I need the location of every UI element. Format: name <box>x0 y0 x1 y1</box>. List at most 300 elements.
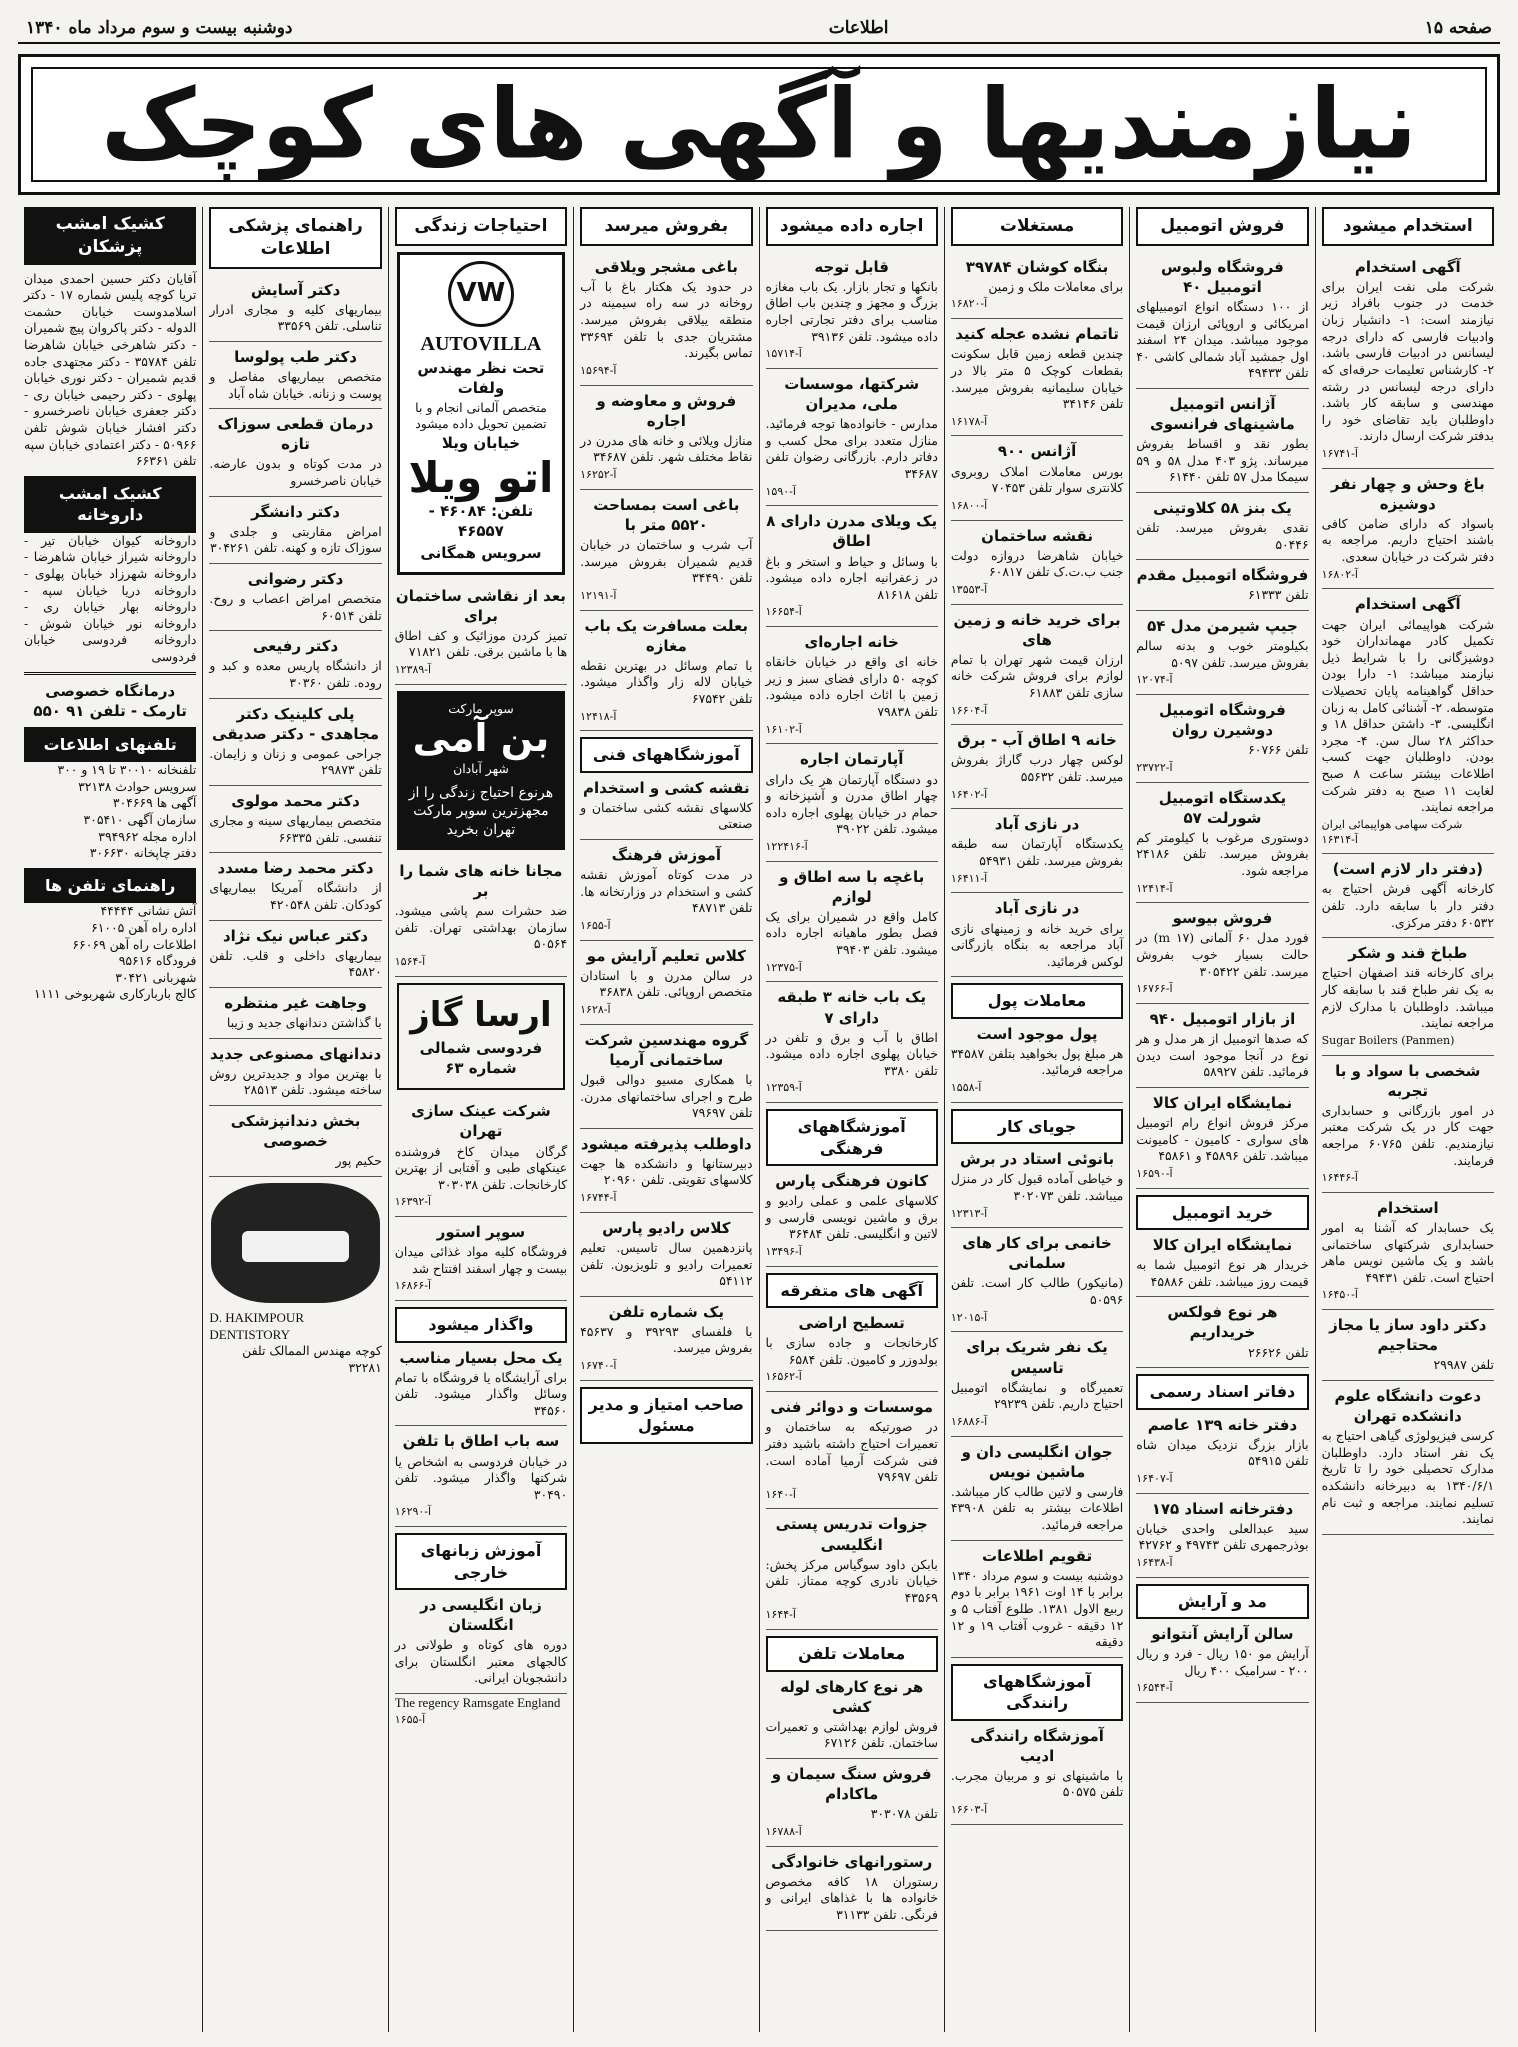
section-heading: واگذار میشود <box>395 1307 567 1342</box>
ad-title: هر نوع فولکس خریداریم <box>1167 1303 1278 1342</box>
classified-ad <box>1136 1230 1308 1297</box>
ad-body: تلفن ۶۱۳۳۳ <box>1248 587 1309 603</box>
ad-title: وجاهت غیر منتظره <box>224 993 367 1012</box>
ad-body: در سالن مدرن و با استادان متخصص اروپائی. تلفن ۳۶۸۳۸ <box>580 967 753 1000</box>
column-heading: مستغلات <box>951 207 1123 246</box>
classified-ad <box>1322 1056 1494 1193</box>
classified-ad <box>1322 589 1494 854</box>
ad-title: درمان قطعی سوزاک تازه <box>217 415 374 454</box>
ad-body: از دانشگاه آمریکا بیماریهای کودکان. تلفن ۴۲۰۵۴۸ <box>209 880 382 912</box>
classified-ad <box>766 1308 938 1392</box>
classified-ad <box>951 1541 1123 1658</box>
ad-body: آب شرب و ساختمان در خیابان قدیم شمیران بفروش میرسد. تلفن ۳۴۴۹۰ <box>580 536 753 586</box>
ad-title: بخش دندانپزشکی خصوصی <box>230 1111 361 1150</box>
classified-ad <box>951 252 1123 319</box>
classified-ad <box>209 564 381 631</box>
ad-body: چندین قطعه زمین قابل سکونت بقطعات کوچک ۵ متر بالا در خیابان سلیمانیه بفروش میرسد. تلفن ۳۴۱۴۶ <box>950 346 1124 412</box>
ad-body: متخصص بیماریهای سینه و مجاری تنفسی. تلفن ۶۶۳۳۵ <box>209 813 382 845</box>
ad-body: ضد حشرات سم پاشی میشود. سازمان بهداشتی تهران. تلفن ۵۰۵۶۴ <box>394 903 568 952</box>
pharmacy-heading: کشیک امشب داروخانه <box>24 476 196 533</box>
ad-title: سه باب اطاق با تلفن <box>402 1432 560 1451</box>
ad-body: خیابان شاهرضا دروازه دولت جنب ب.ت.ک تلفن ۶۰۸۱۷ <box>950 547 1124 580</box>
ad-code: آ-۱۳۵۵۳ <box>950 582 988 596</box>
ad-title: گروه مهندسین شرکت ساختمانی آرمیا <box>584 1030 749 1069</box>
phone-line: اداره مجله ۳۹۴۹۶۲ <box>98 828 197 844</box>
ad-code: آ-۱۶۲۸ <box>580 1003 611 1016</box>
classified-ad <box>766 1509 938 1630</box>
column-heading: بفروش میرسد <box>580 207 752 246</box>
ad-body: خانه ای واقع در خیابان خانقاه کوچه ۵۰ دارای فضای سبز و زیر زمین با اثاث اجاره داده میشود. تلفن ۷۹۸۳۸ <box>765 654 938 720</box>
ad-title: دکتر رفیعی <box>252 637 339 656</box>
clinic-line: درمانگاه خصوصی تارمک - تلفن ۹۱ ۵۵۰ <box>33 681 187 720</box>
ad-body: با فلفسای ۳۹۲۹۳ و ۴۵۶۳۷ بفروش میرسد. <box>580 1323 753 1356</box>
ad-code: آ-۱۶۷۴۰ <box>580 1359 617 1373</box>
classified-ad <box>580 941 752 1025</box>
ad-list <box>1322 252 1494 1535</box>
ad-code: شرکت سهامی هواپیمائی ایران آ-۱۶۳۱۴ <box>1321 817 1463 846</box>
ad-title: باغی است بمساحت ۵۵۲۰ متر با <box>593 495 740 534</box>
ad-title: طباخ قند و شکر <box>1348 944 1468 963</box>
banner-title: نیازمندیها و آگهی های کوچک <box>101 68 1417 181</box>
ad-title: در نازی آباد <box>994 899 1080 918</box>
classified-ad <box>580 386 752 490</box>
ad-title: پلی کلینیک دکتر مجاهدی - دکتر صدیقی <box>212 704 380 743</box>
ad-code: آ-۱۲۲۴۱۶ <box>765 839 808 853</box>
ad-title: خانه اجاره‌ای <box>804 633 899 652</box>
ad-title: (دفتر دار لازم است) <box>1332 860 1484 879</box>
classified-ad <box>1136 493 1308 560</box>
classified-ad <box>209 409 381 496</box>
ad-body: دبیرستانها و دانشکده ها جهت کلاسهای تقویتی. تلفن ۲۰۹۶۰ <box>580 1155 753 1188</box>
ad-code: آ-۱۶۷۴۴ <box>580 1191 617 1205</box>
ad-code: آ-۱۶۴۰۲ <box>950 787 988 801</box>
directory-heading: راهنمای تلفن ها <box>24 868 196 903</box>
classified-ad <box>951 605 1123 726</box>
classified-ad <box>209 1106 381 1177</box>
ad-body: از ۱۰۰ دستگاه انواع اتومبیلهای امریکائی و اروپائی ارزان قیمت موجود میباشد. میدان ۲۴ اسفند اول جمشید آباد شمالی کاشی ۴۰ تلفن ۴۹۴۳۳ <box>1136 298 1309 381</box>
ad-body: پانزدهمین سال تاسیس. تعلیم تعمیرات رادیو و تلویزیون. تلفن ۵۴۱۱۲ <box>580 1239 753 1289</box>
ad-body: نقدی بفروش میرسد. تلفن ۵۰۴۴۶ <box>1136 520 1309 552</box>
ad-body: بطور نقد و اقساط بفروش میرساند. پژو ۴۰۳ مدل ۵۸ و ۵۹ سیمکا مدل ۵۷ تلفن ۶۱۴۴۰ <box>1136 436 1309 485</box>
ad-title: فروشگاه اتومبیل مقدم <box>1136 566 1309 585</box>
ad-title: فروشگاه اتومبیل دوشیرن روان <box>1159 701 1286 740</box>
autovilla-service: سرویس همگانی <box>420 544 542 563</box>
ad-title: دکتر دانشگر <box>251 502 340 521</box>
ad-code: آ-۱۶۶۵۴ <box>765 605 802 619</box>
ad-code: آ-۱۶۶۰۳ <box>950 1803 988 1817</box>
classified-ad <box>1136 1088 1308 1189</box>
column-heading: کشیک امشب پزشکان <box>24 207 196 265</box>
ad-title: داوطلب پذیرفته میشود <box>580 1134 752 1153</box>
ad-title: هر نوع کارهای لوله کشی <box>780 1677 924 1716</box>
ad-code: آ-۱۵۷۱۴ <box>765 347 802 361</box>
ad-body: مدارس - خانواده‌ها توجه فرمائید. منازل متعدد برای محل کسب و دفاتر دارم. بازرگانی رضوان تلفن ۳۴۶۸۷ <box>765 416 938 482</box>
ad-body: هر مبلغ پول بخواهید بتلفن ۳۴۵۸۷ مراجعه فرمائید. <box>950 1045 1124 1078</box>
ad-title: کلاس تعلیم آرایش مو <box>586 946 746 965</box>
column-heading: فروش اتومبیل <box>1136 207 1308 246</box>
ad-title: در نازی آباد <box>994 815 1080 834</box>
ad-body: کلاسهای علمی و عملی رادیو و برق و ماشین نویسی فارسی و لاتین و انگلیسی. تلفن ۳۶۴۸۴ <box>765 1193 938 1242</box>
classified-ad <box>209 853 381 920</box>
ad-body: کامل واقع در شمیران برای یک فصل بطور ماهیانه اجاره داده میشود. تلفن ۳۹۴۰۳ <box>765 908 938 958</box>
supermarket-top: سوپر مارکت <box>448 700 514 716</box>
phone-line: سرویس حوادث ۳۲۱۳۸ <box>78 778 197 794</box>
ad-title: نقشه کشی و استخدام <box>583 778 750 797</box>
ad-code: آ-۱۳۴۹۶ <box>765 1244 802 1258</box>
ad-body: خریدار هر نوع اتومبیل شما به قیمت روز میباشد. تلفن ۴۵۸۸۶ <box>1136 1257 1309 1289</box>
classified-ad <box>580 1297 752 1381</box>
ad-title: سوپر استور <box>436 1223 526 1242</box>
duty-doctors-text: آقایان دکتر حسین احمدی میدان تریا کوچه پلیس شماره ۱۷ - دکتر اسلامدوست خیابان حشمت الدوله - دکتر پاکروان پیچ شمیران - دکتر شاهرخی خیابان شاهرضا تلفن ۳۵۷۸۴ - دکتر مجتهدی جاده قدیم شمیران - دکتر نوری خیابان پهلوی - دکتر رحیمی خیابان ری - دکتر جعفری خیابان ناصرخسرو - دکتر افشار خیابان شوش تلفن ۵۰۹۶۶ - دکتر اعتمادی خیابان سپه تلفن ۶۶۳۶۱ <box>24 270 197 469</box>
ad-body: دوره های کوتاه و طولانی در کالجهای معتبر انگلستان برای دانشجویان ایرانی. <box>394 1637 568 1686</box>
ad-code: آ-۱۶۵۵ <box>394 1713 426 1727</box>
classified-ad <box>766 744 938 861</box>
ad-code: آ-۱۲۳۸۹ <box>394 662 432 676</box>
column-real-estate <box>944 207 1129 2032</box>
ad-code: آ-۱۶۲۵۲ <box>580 468 617 482</box>
ad-code: آ-۱۶۱۷۸ <box>950 414 988 428</box>
ad-body: تلفن ۳۰۳۰۷۸ <box>870 1806 938 1822</box>
phone-line: اطلاعات راه آهن ۶۶۰۶۹ <box>72 936 197 952</box>
ad-title: دکتر عباس نیک نژاد <box>222 926 369 945</box>
ad-code: آ-۱۶۸۶۶ <box>394 1279 432 1293</box>
ad-list <box>395 581 567 685</box>
ad-body: در مدت کوتاه و بدون عارضه. خیابان ناصرخسرو <box>209 456 382 488</box>
ad-list <box>766 252 938 1931</box>
classified-ad <box>1136 783 1308 904</box>
ad-title: یک باب خانه ۳ طبقه دارای ۷ <box>777 988 927 1027</box>
ad-code: آ-۱۶۵۴۴ <box>1136 1681 1173 1695</box>
phone-line: کالج باربارکاری شهربوخی ۱۱۱۱ <box>33 986 197 1002</box>
ad-list <box>395 1096 567 1694</box>
ad-body: در صورتیکه به ساختمان و تعمیرات احتیاج داشته باشید دفتر فنی شرکت آرمیا آماده است. تلفن ۷۹۶۹۷ <box>765 1419 938 1485</box>
ad-body: کلاسهای نقشه کشی ساختمان و صنعتی <box>580 799 753 832</box>
ad-title: موسسات و دوائر فنی <box>770 1398 934 1417</box>
section-heading: آموزشگاههای فرهنگی <box>766 1109 938 1166</box>
autovilla-phone: تلفن: ۴۶۰۸۴ - ۴۶۵۵۷ <box>428 502 534 541</box>
section-heading: صاحب امتیاز و مدیر مسئول <box>580 1387 752 1444</box>
classified-ad <box>1136 1004 1308 1088</box>
ad-code: آ-۱۶۴۰۷ <box>1136 1471 1173 1485</box>
classified-ad <box>951 319 1123 436</box>
classified-ad <box>951 893 1123 977</box>
masthead-line <box>18 14 1500 44</box>
dentist-english-name: D. HAKIMPOUR DENTISTORY <box>209 1309 304 1343</box>
classified-ad <box>951 1437 1123 1541</box>
ad-title: دفتر خانه ۱۳۹ عاصم <box>1147 1415 1298 1434</box>
ad-body: متخصص بیماریهای مفاصل و پوست و زنانه. خیابان شاه آباد <box>209 368 382 401</box>
ad-title: آگهی استخدام <box>1354 257 1461 276</box>
ad-body: که صدها اتومبیل از هر مدل و هر نوع در آنجا موجود است دیدن فرمائید. تلفن ۵۸۹۲۷ <box>1136 1031 1309 1080</box>
ad-list <box>209 275 381 1177</box>
ad-body: باسواد که دارای ضامن کافی باشند احتیاج داریم. مراجعه به دفتر شرکت در خیابان سعدی. <box>1321 515 1494 565</box>
ad-body: بیماریهای داخلی و قلب. تلفن ۴۵۸۲۰ <box>209 947 382 980</box>
ad-title: شرکتها، موسسات ملی، مدیران <box>784 375 920 414</box>
divider <box>24 672 196 675</box>
classified-ad <box>1322 1381 1494 1535</box>
ad-code: آ-۱۶۴۴ <box>765 1608 796 1622</box>
section-heading: معاملات تلفن <box>766 1636 938 1671</box>
ad-body: در مدت کوتاه آموزش نقشه کشی و استخدام در وزارتخانه ها. تلفن ۴۸۷۱۳ <box>580 867 753 916</box>
ad-body: برای معاملات ملک و زمین <box>988 278 1124 294</box>
column-employment <box>1315 207 1500 2032</box>
section-heading: جویای کار <box>951 1109 1123 1144</box>
ad-title: آموزشگاه رانندگی ادیب <box>970 1726 1104 1765</box>
classified-ad <box>209 342 381 409</box>
ad-body: فروشگاه کلیه مواد غذائی میدان بیست و چهار اسفند افتتاح شد <box>394 1244 568 1276</box>
section-heading: آموزش زبانهای خارجی <box>395 1533 567 1590</box>
ad-title: رستورانهای خانوادگی <box>771 1852 933 1871</box>
classified-ad <box>209 1039 381 1106</box>
classified-ad <box>395 1343 567 1427</box>
classified-ad <box>209 275 381 342</box>
ad-body: لوکس چهار درب گاراژ بفروش میرسد. تلفن ۵۵۶۳۲ <box>950 752 1124 785</box>
ad-body: بیماریهای کلیه و مجاری ادرار تناسلی. تلفن ۳۳۵۶۹ <box>209 301 382 334</box>
ad-title: دکتر آسایش <box>250 280 341 299</box>
ad-code: آ-۱۶۸۲۰ <box>950 297 988 311</box>
ad-body: کرسی فیزیولوژی گیاهی احتیاج به یک نفر استاد دارد. داوطلبان مدارک تحصیلی خود را تا تاریخ ۱۳۴۰/۶/۱ به دبیرخانه دانشکده تسلیم نمایند. مراجعه و ثبت نام نمایند. <box>1321 1428 1494 1527</box>
ad-body: شرکت هواپیمائی ایران جهت تکمیل کادر مهمانداران خود دوشیزگانی را با شرایط ذیل نیازمند میباشد: ۱- دارا بودن حداقل گواهینامه پایان تحصیلات متوسطه. ۲- آشنائی کامل به زبان انگلیسی. ۳- داشتن حداقل ۱۸ و حداکثر ۲۸ سال سن. ۴- مجرد بودن. داوطلبان جهت کسب اطلاعات بیشتر ساعت ۸ صبح لغایت ۱۱ صبح به دفتر شرکت مراجعه نمایند. <box>1321 616 1495 815</box>
autovilla-english-name: AUTOVILLA <box>420 332 542 355</box>
phone-line: آتش نشانی ۴۴۴۴۴ <box>100 903 197 919</box>
supermarket-ad <box>397 691 565 850</box>
ad-body: با همکاری مسیو دوالی قبول طرح و اجرای ساختمانهای مدرن. تلفن ۷۹۶۹۷ <box>580 1071 753 1121</box>
ad-code: آ-۲۳۷۲۲ <box>1136 760 1173 774</box>
newspaper-name: اطلاعات <box>828 18 889 38</box>
classified-ad <box>1322 938 1494 1055</box>
ad-code: آ-۱۶۵۹۰ <box>1136 1166 1173 1180</box>
classified-ad <box>951 436 1123 520</box>
ad-code: آ-۱۲۳۱۳ <box>950 1206 988 1220</box>
ad-title: دفترخانه اسناد ۱۷۵ <box>1151 1499 1294 1518</box>
ad-title: شخصی با سواد و با تجربه <box>1335 1061 1481 1100</box>
ad-title: یکدستگاه اتومبیل شورلت ۵۷ <box>1158 788 1287 827</box>
classified-ad <box>951 1332 1123 1436</box>
classified-ad <box>580 1025 752 1129</box>
classified-ad <box>1136 252 1308 389</box>
ad-body: برای آرایشگاه یا فروشگاه با تمام وسائل واگذار میشود. تلفن ۳۴۵۶۰ <box>394 1369 568 1418</box>
ad-body: امراض مقاربتی و جلدی و سوزاک تازه و کهنه. تلفن ۳۰۴۲۶۱ <box>209 523 382 556</box>
phone-list <box>24 762 196 862</box>
ad-code: آ-۱۶۳۹۲ <box>394 1195 432 1209</box>
ad-body: دوستوری مرغوب با کیلومتر کم بفروش میرسد. تلفن ۲۴۱۸۶ مراجعه شود. <box>1136 829 1309 879</box>
ad-title: کانون فرهنگی پارس <box>775 1172 929 1191</box>
supermarket-sub: هرنوع احتیاج زندگی را از مجهزترین سوپر مارکت تهران بخرید <box>408 784 554 839</box>
classified-ad <box>766 506 938 627</box>
ad-body: و خیاطی آماده قبول کار در منزل میباشد. تلفن ۳۰۲۰۷۳ <box>950 1171 1124 1203</box>
ad-code: آ-۱۲۰۱۵ <box>950 1310 988 1324</box>
ad-code: آ-۱۲۰۷۴ <box>1136 673 1173 687</box>
ad-title: آژانس اتومبیل ماشینهای فرانسوی <box>1150 395 1295 434</box>
column-car-sales <box>1129 207 1314 2032</box>
ad-body: دوشنبه بیست و سوم مرداد ۱۳۴۰ برابر با ۱۴ اوت ۱۹۶۱ برابر با دوم ربیع الاول ۱۳۸۱. طلوع آفتاب ۵ و ۱۲ دقیقه - غروب آفتاب ۱۹ و ۱۲ دقیقه <box>950 1567 1124 1650</box>
section-heading: آموزشگاههای فنی <box>580 737 752 772</box>
ad-code: آ-۱۵۵۸ <box>950 1081 982 1095</box>
ad-title: فروش و معاوضه و اجاره <box>596 391 737 430</box>
classified-ad <box>1136 389 1308 493</box>
ad-title: خانمی برای کار های سلمانی <box>962 1234 1112 1273</box>
classified-ad <box>395 1426 567 1527</box>
gas-address: فردوسی شمالی شماره ۶۳ <box>419 1039 543 1078</box>
ad-title: یک بنز ۵۸ کلاوتینی <box>1153 499 1292 518</box>
ad-title: باغی مشجر ویلاقی <box>594 257 738 276</box>
ad-body: رستوران ۱۸ کافه مخصوص خانواده ها با غذاهای ایرانی و فرنگی. تلفن ۳۱۱۳۳ <box>765 1873 938 1922</box>
ad-title: بانوئی استاد در برش <box>960 1150 1115 1169</box>
classified-ad <box>580 252 752 386</box>
classified-ad <box>209 921 381 988</box>
ad-code: آ-۱۲۴۱۴ <box>1136 881 1173 895</box>
ad-body: بکیلومتر خوب و بدنه سالم بفروش میرسد. تلفن ۵۰۹۷ <box>1136 638 1309 670</box>
column-heading: استخدام میشود <box>1322 207 1494 246</box>
autovilla-line2: متخصص آلمانی انجام و با تضمین تحویل داده میشود <box>415 399 547 432</box>
classified-ad <box>580 490 752 611</box>
phone-line: سازمان آگهی ۳۰۵۴۱۰ <box>83 812 197 828</box>
ad-code: آ-۱۶۷۶۶ <box>1136 982 1173 996</box>
classified-ad <box>395 1096 567 1217</box>
ad-title: زبان انگلیسی در انگلستان <box>420 1596 542 1635</box>
ad-title: جوان انگلیسی دان و ماشین نویس <box>961 1442 1113 1481</box>
section-heading: آگهی های متفرقه <box>766 1273 938 1308</box>
ad-code: آ-۱۵۶۹۴ <box>580 363 617 377</box>
classified-ad <box>395 581 567 685</box>
classified-ad <box>766 627 938 744</box>
classified-ad <box>1136 1410 1308 1494</box>
classified-ad <box>1136 1494 1308 1578</box>
supermarket-city: شهر آبادان <box>453 760 509 776</box>
ad-title: قابل توجه <box>814 257 890 276</box>
ad-title: آموزش فرهنگ <box>611 846 722 865</box>
ad-title: بعلت مسافرت یک باب مغازه <box>584 616 749 655</box>
ad-title: استخدام <box>1376 1198 1439 1217</box>
ad-body: جراحی عمومی و زنان و زایمان. تلفن ۲۹۸۷۳ <box>209 745 382 778</box>
ad-code: آ-۱۶۸۰۲ <box>1321 567 1358 581</box>
classified-ad <box>580 1213 752 1297</box>
column-heading: راهنمای پزشکی اطلاعات <box>209 207 381 269</box>
ad-body: دو دستگاه آپارتمان هر یک دارای چهار اطاق مدرن و آشپزخانه و حمام در خیابان پهلوی اجاره داده میشود. تلفن ۳۹۰۲۲ <box>765 771 938 837</box>
ad-title: تسطیح اراضی <box>798 1314 905 1333</box>
vw-logo-icon: VW <box>448 261 514 327</box>
ad-list <box>580 252 752 1444</box>
classified-ad <box>766 369 938 506</box>
ad-code: آ-۱۶۷۴۱ <box>1321 446 1358 460</box>
ad-list <box>1136 252 1308 1703</box>
supermarket-name: بن آمی <box>412 716 550 761</box>
classified-ad <box>766 1166 938 1267</box>
ad-code: آ-۱۶۴۵۰ <box>1321 1288 1358 1302</box>
ad-body: با وسائل و حیاط و استخر و باغ در زعفرانیه اجاره داده میشود. تلفن ۸۱۶۱۸ <box>765 553 938 602</box>
classified-ad <box>1136 560 1308 611</box>
ad-title: جیپ شیرمن مدل ۵۴ <box>1147 617 1298 636</box>
ad-code: آ-۱۶۴۱۱ <box>950 871 988 885</box>
classified-ad <box>766 862 938 983</box>
section-heading: آموزشگاههای رانندگی <box>951 1664 1123 1721</box>
regency-english-text: The regency Ramsgate England <box>394 1695 561 1711</box>
ad-title: یک محل بسیار مناسب <box>399 1348 563 1367</box>
ad-body: با ماشینهای نو و مربیان مجرب. تلفن ۵۰۵۷۵ <box>950 1767 1124 1800</box>
ad-title: جزوات تدریس پستی انگلیسی <box>775 1515 928 1554</box>
ad-body: یکدستگاه آپارتمان سه طبقه بفروش میرسد. تلفن ۵۴۹۳۱ <box>950 836 1124 869</box>
ad-body: ارزان قیمت شهر تهران با تمام لوازم برای فروش شرکت خانه سازی تلفن ۶۱۸۸۳ <box>950 651 1124 700</box>
ad-code: آ-۱۵۶۴ <box>394 954 426 968</box>
ad-title: فروش بیوسو <box>1172 909 1273 928</box>
ad-title: باغچه با سه اطاق و لوازم <box>779 867 925 906</box>
section-heading: مد و آرایش <box>1136 1584 1308 1619</box>
column-night-duty <box>18 207 202 2032</box>
ad-title: شرکت عینک سازی تهران <box>411 1102 551 1141</box>
autovilla-street: خیابان ویلا <box>441 433 521 452</box>
classified-ad <box>951 1228 1123 1332</box>
ad-title: دکتر محمد رضا مسدد <box>217 859 374 878</box>
ad-title: دکتر داود ساز یا مجاز محتاجیم <box>1329 1316 1487 1355</box>
classified-ad <box>209 786 381 853</box>
ad-body: اطاق با آب و برق و تلفن در خیابان پهلوی اجاره داده میشود. تلفن ۳۳۸۰ <box>765 1029 938 1078</box>
ad-body: آرایش مو ۱۵۰ ریال - فرد و ریال ۲۰۰ - سرامیک ۴۰۰ ریال <box>1136 1646 1309 1678</box>
ad-title: یک نفر شریک برای تاسیس <box>966 1338 1108 1377</box>
section-heading: خرید اتومبیل <box>1136 1195 1308 1230</box>
phones-heading: تلفنهای اطلاعات <box>24 727 196 762</box>
ad-title: تاتمام نشده عجله کنید <box>955 325 1119 344</box>
ad-body: در حدود یک هکتار باغ با آب روخانه در سه راه سیمینه در منطقه ییلاقی بفروش میرسد. مشتریان جدی با تلفن ۳۳۶۹۴ تماس بگیرند. <box>580 278 753 361</box>
ad-title: نقشه ساختمان <box>981 526 1093 545</box>
classified-ad <box>209 631 381 698</box>
ad-body: مرکز فروش انواع رام اتومبیل های سواری - کامیون - کامیونت میباشد. تلفن ۴۵۸۹۶ و ۴۵۸۶۱ <box>1136 1115 1309 1164</box>
classified-ad <box>766 1672 938 1759</box>
smile-teeth-illustration <box>211 1183 379 1303</box>
ad-code: آ-۱۲۳۵۹ <box>765 1081 802 1095</box>
ad-body: تمیز کردن موزائیک و کف اطاق ها با ماشین برقی. تلفن ۷۱۸۲۱ <box>394 627 568 660</box>
ad-code: آ-۱۶۴۳۸ <box>1136 1555 1173 1569</box>
classified-ad <box>580 611 752 732</box>
ad-code: آ-۱۲۱۹۱ <box>580 588 617 602</box>
ad-body: بانکها و تجار بازار. یک باب مغازه بزرگ و مجهز و چندین باب اطاق مناسب برای دفتر تجارتی اجاره داده میشود. تلفن ۳۹۱۳۶ <box>765 278 938 344</box>
ad-title: کلاس رادیو پارس <box>602 1218 731 1237</box>
classified-ad <box>1322 469 1494 590</box>
ad-title: باغ وحش و چهار نفر دوشیزه <box>1330 474 1485 513</box>
phone-line: دفتر چاپخانه ۳۰۶۶۳۰ <box>89 845 197 861</box>
ad-title: نمایشگاه ایران کالا <box>1152 1093 1293 1112</box>
ad-body: با گذاشتن دندانهای جدید و زیبا <box>226 1014 382 1030</box>
ad-body: تلفن ۶۰۷۶۶ <box>1248 742 1309 758</box>
ad-code: آ-۱۶۶۰۴ <box>950 703 988 717</box>
phone-line: اداره راه آهن ۶۱۰۰۵ <box>91 919 197 935</box>
duty-pharmacies-text: داروخانه کیوان خیابان تیر - داروخانه شیراز خیابان شاهرضا - داروخانه شهرزاد خیابان پهلوی - داروخانه دریا خیابان سپه - داروخانه بهار خیابان ری - داروخانه نور خیابان شوش - داروخانه فردوسی خیابان فردوسی <box>24 532 197 664</box>
ad-code: آ-۱۵۹۰ <box>765 484 796 498</box>
page-number: صفحه ۱۵ <box>1424 18 1492 38</box>
ad-title: دکتر رضوانی <box>247 569 344 588</box>
classified-ad <box>395 856 567 977</box>
ad-body: برای کارخانه قند اصفهان احتیاج به یک نفر طباخ قند با سابقه کار میباشد. داوطلبان با مدارک لازم مراجعه نمایند. <box>1321 965 1494 1031</box>
ad-title: یک ویلای مدرن دارای ۸ اطاق <box>766 512 938 551</box>
column-living-needs <box>388 207 573 2032</box>
phone-line: شهربانی ۳۰۴۲۱ <box>115 969 197 985</box>
ad-title: بنگاه کوشان ۳۹۷۸۴ <box>965 257 1109 276</box>
ad-title: برای خرید خانه و زمین های <box>953 610 1121 649</box>
classified-ad <box>1136 903 1308 1004</box>
ad-code: آ-۱۶۱۰۲ <box>765 722 802 736</box>
ad-title: دعوت دانشگاه علوم دانشکده تهران <box>1334 1386 1482 1426</box>
classified-ad <box>209 497 381 564</box>
ad-title: یک شماره تلفن <box>608 1302 725 1321</box>
section-heading: معاملات پول <box>951 983 1123 1018</box>
ad-body: بورس معاملات املاک روبروی کلانتری سوار تلفن ۷۰۴۵۳ <box>950 463 1124 496</box>
classified-ad <box>395 1217 567 1301</box>
ad-columns <box>18 207 1500 2032</box>
ad-body: کارخانجات و جاده سازی با بولدوزر و کامیون. تلفن ۶۵۸۴ <box>765 1335 938 1367</box>
ad-body: از دانشگاه پاریس معده و کبد و روده. تلفن ۳۰۳۶۰ <box>209 658 382 690</box>
classified-ad <box>1136 611 1308 695</box>
ad-body: متخصص امراض اعصاب و روح. تلفن ۶۰۵۱۴ <box>209 590 382 623</box>
ad-code: آ-۱۶۷۸۸ <box>765 1824 802 1838</box>
